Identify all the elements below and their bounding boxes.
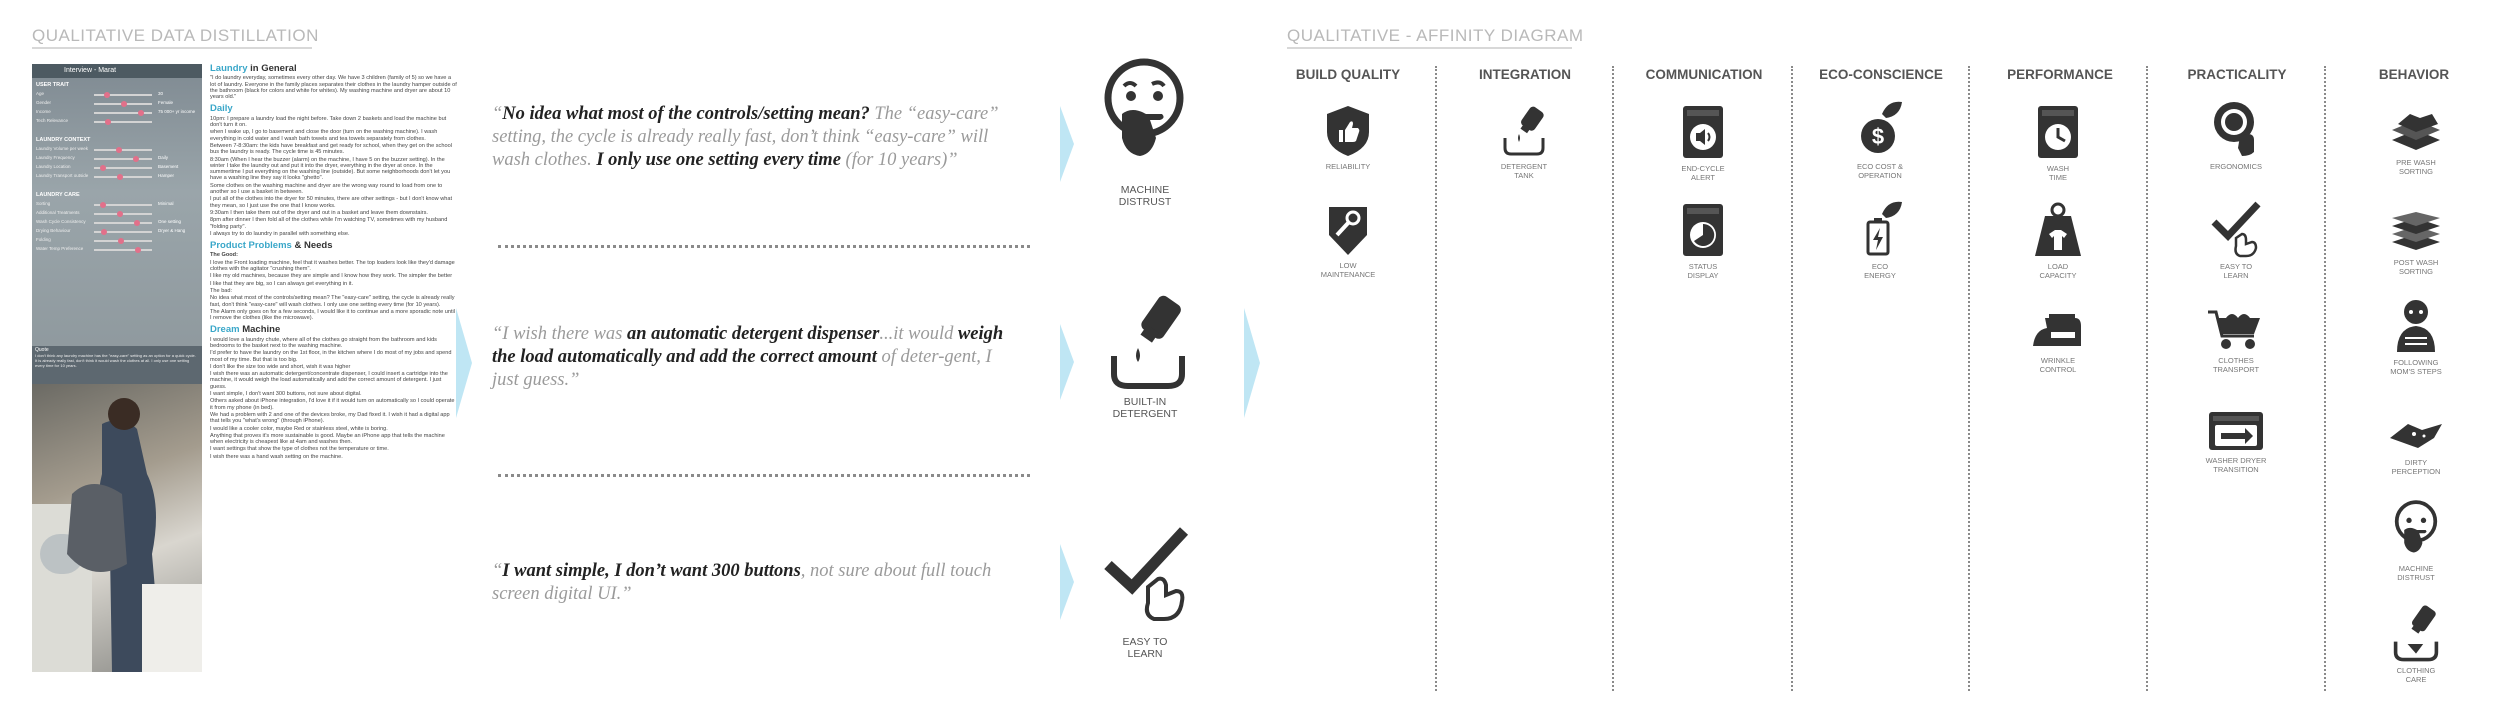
persona-quote-header: Quote (35, 347, 49, 353)
note-line: I like my old machines, because they are simple and I know how they work. The simpler the better (210, 273, 453, 280)
column-divider (2324, 66, 2326, 691)
stack-clothes-icon (2388, 110, 2444, 154)
column-divider (1968, 66, 1970, 691)
trait-scale (94, 121, 152, 123)
weight-shirt-icon (2033, 202, 2083, 258)
trait-label: Folding (36, 237, 51, 242)
note-line: Anything that proves it's more sustainable is good. Maybe an iPhone app that tells the machine when electricity is cheapest like at 4am and washes then. (210, 432, 445, 446)
flow-chevron-affinity (1244, 308, 1260, 418)
trait-row (36, 100, 196, 108)
trait-label: Tech Relevance (36, 118, 69, 123)
note-line: 9:30am I then take them out of the dryer and out in a basket and leave them downstairs. (210, 209, 428, 216)
left-title-rule (32, 47, 312, 49)
trait-value: Daily (158, 155, 169, 160)
trait-value: Female (158, 100, 174, 105)
persona-photo-panel (32, 64, 202, 672)
aff-item-easy-to-learn: EASY TO LEARN (2186, 200, 2286, 280)
aff-item-end-cycle-alert: END-CYCLE ALERT (1653, 104, 1753, 182)
user-trait-header: USER TRAIT (36, 82, 69, 88)
right-title-rule (1287, 47, 1572, 49)
note-line: 8:30am (When I hear the buzzer (alarm) on the machine, I have 5 on the buzzer setting). In the winter I take the laundry out and put it into the dryer, everything in the dryer at once. In the summertime I put everything on the washing line (outside). But some neighborhoods don't let you have a washing line they say it looks "ghetto". (210, 156, 451, 182)
note-line: I put all of the clothes into the dryer for 50 minutes, there are other settings - but I don't know what they mean, so I just use the one that I know works. (210, 196, 453, 209)
note-line: 10pm: I prepare a laundry load the night before. Take down 2 baskets and load the machine but don't turn it on. (210, 115, 447, 129)
laundry-context-header: LAUNDRY CONTEXT (36, 137, 91, 143)
aff-item-following-moms-steps: FOLLOWING MOM'S STEPS (2366, 298, 2466, 376)
trait-marker (117, 174, 123, 180)
checkmark-hand-icon (1104, 525, 1190, 623)
check-hand-icon (2210, 200, 2262, 258)
col-heading-eco-conscience: ECO-CONSCIENCE (1819, 67, 1943, 82)
quote-divider-2 (498, 474, 1030, 477)
col-heading-build-quality: BUILD QUALITY (1295, 67, 1401, 82)
trait-label: Water Temp Preference (36, 246, 84, 251)
trait-row (36, 219, 196, 227)
interview-notes (210, 63, 458, 461)
col-heading-practicality: PRACTICALITY (2187, 67, 2287, 82)
persona-quote-text: I don't think any laundry machine has the "easy-care" setting as an option for a quick cycle. It is already really fast, don't think it would wash the clothes at all. I only use one setting every time for 10 years. (35, 353, 196, 368)
col-heading-performance: PERFORMANCE (2007, 67, 2113, 82)
column-divider (2146, 66, 2148, 691)
trait-label: Laundry Transport outside (36, 173, 89, 178)
quote-2: “I wish there was an automatic detergent dispenser...it would weigh the load automatically and add the correct amount of deter-gent, I just guess.” (492, 324, 1004, 390)
quote-1: “No idea what most of the controls/setting mean? The “easy-care” setting, the cycle is already really fast, don’t think “easy-care” will wash clothes. I only use one setting every time (for 10 years)” (492, 104, 999, 170)
aff-item-low-maintenance: LOW MAINTENANCE (1298, 205, 1398, 279)
flow-chevron-main (456, 308, 472, 418)
trait-row (36, 146, 196, 154)
column-divider (1612, 66, 1614, 691)
aff-item-washer-dryer-transition: WASHER DRYER TRANSITION (2186, 410, 2286, 474)
trait-marker (121, 101, 127, 107)
trait-marker (138, 110, 144, 116)
note-line: I want simple, I don't want 300 buttons, not sure about digital. (210, 391, 362, 398)
trait-marker (133, 156, 139, 162)
wrench-arrow-icon (1323, 205, 1373, 257)
trait-value: Dryer & Hang (158, 228, 186, 233)
trait-value: 75 000+ yr income (158, 109, 196, 114)
trait-value: Minimal (158, 201, 174, 206)
trait-label: Income (36, 109, 51, 114)
persona-quote (32, 346, 202, 384)
trait-row (36, 210, 196, 218)
flow-chevron-1 (1060, 106, 1074, 182)
aff-item-reliability: RELIABILITY (1298, 104, 1398, 171)
thumbs-up-shield-icon (1323, 104, 1373, 158)
trait-value: 30 (158, 91, 164, 96)
theme-label-easy-to-learn: EASY TO LEARN (1122, 636, 1168, 660)
aff-item-ergonomics: ERGONOMICS (2186, 100, 2286, 171)
trait-scale (94, 249, 152, 251)
aff-item-machine-distrust: MACHINE DISTRUST (2366, 500, 2466, 582)
trait-label: Laundry Frequency (36, 155, 75, 160)
note-line: I want settings that show the type of clothes not the temperature or time. (210, 446, 389, 453)
general-text: "I do laundry everyday, sometimes every other day. We have 3 children (family of 5) so we have a lot of laundry. Everyone in the family places separates their clothes in the laundry hamper outside of the bathroom (black for colors and white for whites). My washing machine and dryer are about 10 years old." (210, 75, 457, 101)
column-divider (1791, 66, 1793, 691)
trait-row (36, 91, 196, 99)
trait-label: Additional Treatments (36, 210, 80, 215)
trait-scale (94, 94, 152, 96)
note-line: I wish there was a hand wash setting on the machine. (210, 453, 343, 460)
trait-row (36, 237, 196, 245)
trait-scale (94, 213, 152, 215)
note-line: I wish there was an automatic detergent/concentrate dispenser, I could insert a cartridge into the machine, it would weigh the load automatically and add the correct amount of detergent. I just guess. (210, 371, 448, 390)
col-heading-communication: COMMUNICATION (1645, 67, 1763, 82)
pie-machine-icon (1681, 202, 1725, 258)
aff-item-pre-wash-sorting: PRE WASH SORTING (2366, 110, 2466, 176)
quote-divider-1 (498, 245, 1030, 248)
col-heading-behavior: BEHAVIOR (2378, 67, 2450, 82)
problems-list (210, 260, 458, 322)
trait-marker (117, 211, 123, 217)
leaf-battery-icon (1856, 200, 1904, 258)
note-line: I like that they are big, so I can always get everything in it. (210, 280, 354, 287)
clock-machine-icon (2036, 104, 2080, 160)
trait-marker (100, 165, 106, 171)
trait-marker (134, 220, 140, 226)
trait-scale (94, 222, 152, 224)
aff-item-eco-cost: $ ECO COST & OPERATION (1830, 100, 1930, 180)
trait-label: Gender (36, 100, 52, 105)
detergent-tank-icon (1499, 104, 1549, 158)
trait-marker (116, 147, 122, 153)
trait-value: One setting (158, 219, 182, 224)
note-line: The Alarm only goes on for a few seconds, I would like it to continue and a more sporadic note until I remove the clothes (like the microwave). (210, 308, 456, 322)
trait-row (36, 201, 196, 209)
note-line: No idea what most of the controls/setting mean? The "easy-care" setting, the cycle is already really fast, don't think "easy-care" will wash clothes. I only use one setting every time (for 10 years). (210, 295, 455, 308)
note-line: The bad: (210, 287, 233, 294)
thinking-face-icon (2392, 500, 2440, 560)
trait-label: Drying Behaviour (36, 228, 71, 233)
transfer-arrow-icon (2207, 410, 2265, 452)
trait-scale (94, 158, 152, 160)
trait-row (36, 246, 196, 254)
trait-row (36, 109, 196, 117)
aff-item-status-display: STATUS DISPLAY (1653, 202, 1753, 280)
daily-list (210, 116, 458, 237)
aff-item-dirty-perception: DIRTY PERCEPTION (2366, 418, 2466, 476)
trait-value: Hamper (158, 173, 175, 178)
general-heading: Laundry in General (210, 63, 297, 74)
right-section-title: QUALITATIVE - AFFINITY DIAGRAM (1287, 26, 1584, 45)
note-line: 8pm after dinner I then fold all of the clothes while I'm watching TV, sometimes with my husband "folding party". (210, 217, 448, 230)
speaker-machine-icon (1681, 104, 1725, 160)
note-line: I'd prefer to have the laundry on the 1st floor, in the kitchen where I do most of my jobs and spend most of my time. But that is too big. (210, 350, 452, 363)
dream-heading: Dream Machine (210, 324, 281, 336)
note-line: I always try to do laundry in parallel with something else. (210, 230, 350, 237)
trait-row (36, 155, 196, 163)
theme-label-built-in-detergent: BUILT-IN DETERGENT (1112, 396, 1178, 420)
note-line: Between 7-8:30am: the kids have breakfast and get ready for school, when they get on the school bus the laundry is ready. The cycle time is 45 minutes. (210, 142, 452, 156)
trait-value: Basement (158, 164, 179, 169)
aff-item-detergent-tank: DETERGENT TANK (1474, 104, 1574, 180)
flow-chevron-2 (1060, 324, 1074, 400)
aff-item-clothes-transport: CLOTHES TRANSPORT (2186, 308, 2286, 374)
trait-label: Laundry Location (36, 164, 71, 169)
note-line: when I wake up, I go to basement and close the door (turn on the washing machine). I wash everything in cold water and I wash bath towels and tea towels separately from clothes. (210, 129, 438, 142)
dream-list (210, 337, 458, 460)
trait-marker (101, 229, 107, 235)
iron-icon (2031, 312, 2085, 352)
trait-row (36, 228, 196, 236)
problems-heading: Product Problems & Needs (210, 240, 333, 252)
left-section-title: QUALITATIVE DATA DISTILLATION (32, 26, 319, 45)
trait-row (36, 164, 196, 172)
trait-marker (135, 247, 141, 253)
trait-row (36, 173, 196, 181)
person-icon (2391, 298, 2441, 354)
note-line: Others asked about iPhone integration, I'd love it if it would turn on automatically so I could operate it from my phone (in bed). (210, 398, 455, 411)
theme-label-machine-distrust: MACHINE DISTRUST (1118, 184, 1172, 208)
persona-photo-bottom (32, 384, 202, 672)
aff-item-wash-time: WASH TIME (2008, 104, 2108, 182)
persona-header: Interview - Marat (32, 64, 202, 78)
note-line: I don't like the size too wide and short, wish it was higher (210, 363, 351, 370)
thinking-face-icon (1102, 58, 1186, 170)
note-line: I would love a laundry chute, where all of the clothes go straight from the bathroom and kids bedrooms to the basket next to the washing machine. (210, 336, 437, 349)
aff-item-clothing-care: CLOTHING CARE (2366, 602, 2466, 684)
note-line: I would like a cooler color, maybe Red or stainless steel, white is boring. (210, 425, 388, 432)
detergent-bottle-icon (1108, 290, 1188, 390)
problems-good-label: The Good: (210, 252, 238, 259)
dirty-shirt-icon (2386, 418, 2446, 454)
trait-marker (100, 202, 106, 208)
aff-item-post-wash-sorting: POST WASH SORTING (2366, 210, 2466, 276)
bottle-pour-icon (2392, 602, 2440, 662)
note-line: I love the Front loading machine, feel that it washes better. The top loaders look like they'd damage clothes with the agitator "crushing them". (210, 259, 455, 273)
aff-item-wrinkle-control: WRINKLE CONTROL (2008, 312, 2108, 374)
note-line: We had a problem with 2 and one of the devices broke, my Dad fixed it. I wish it had a digital app that tells you "what's wrong" (through iPhone). (210, 411, 450, 425)
trait-label: Sorting (36, 201, 51, 206)
hand-dial-icon (2210, 100, 2262, 158)
folded-stack-icon (2388, 210, 2444, 254)
column-divider (1435, 66, 1437, 691)
trait-scale (94, 176, 152, 178)
flow-chevron-3 (1060, 544, 1074, 620)
trait-label: Age (36, 91, 45, 96)
trait-marker (104, 92, 110, 98)
aff-item-eco-energy: ECO ENERGY (1830, 200, 1930, 280)
quote-3: “I want simple, I don’t want 300 buttons, not sure about full touch screen digital UI.” (492, 561, 992, 604)
trait-label: Wash Cycle Consistency (36, 219, 86, 224)
laundry-care-header: LAUNDRY CARE (36, 192, 80, 198)
cart-icon (2206, 308, 2266, 352)
leaf-dollar-icon (1856, 100, 1904, 158)
note-line: Some clothes on the washing machine and dryer are the wrong way round to load from one to another so I use a basket in between. (210, 182, 443, 196)
svg-text:$: $ (1871, 124, 1885, 149)
col-heading-integration: INTEGRATION (1479, 67, 1571, 82)
aff-item-load-capacity: LOAD CAPACITY (2008, 202, 2108, 280)
trait-row (36, 118, 196, 126)
trait-scale (94, 149, 152, 151)
daily-heading: Daily (210, 103, 233, 115)
laundry-photo-illustration (32, 384, 202, 672)
trait-label: Laundry Volume per week (36, 146, 89, 151)
trait-marker (105, 119, 111, 125)
trait-marker (118, 238, 124, 244)
